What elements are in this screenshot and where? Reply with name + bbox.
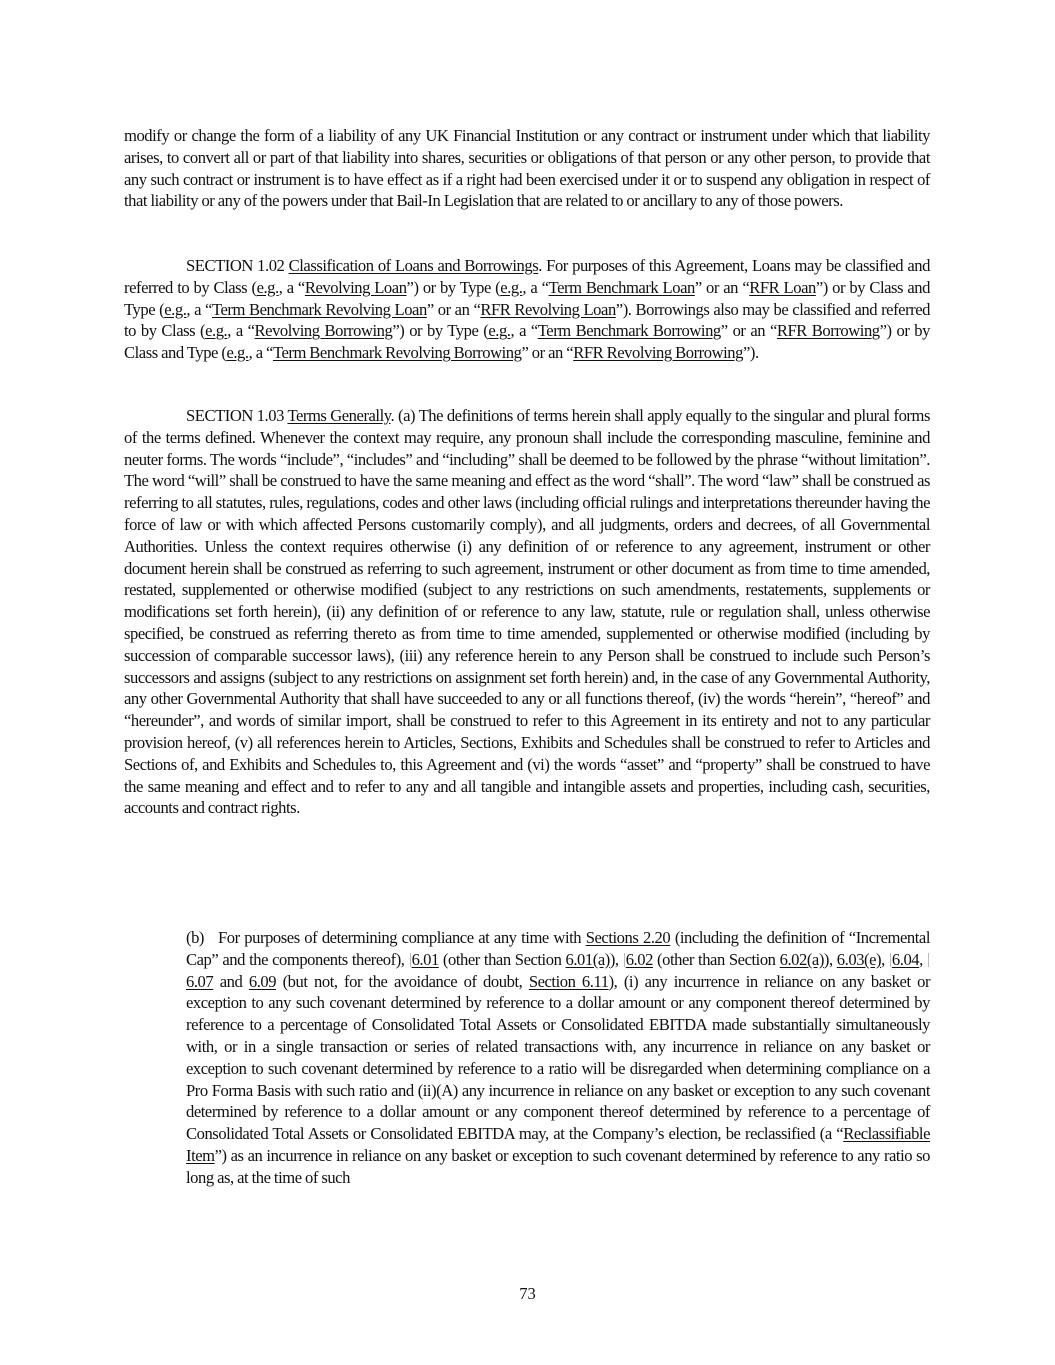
text-run: ”) or by Type ( — [392, 321, 489, 341]
text-run: ”). Borrowings also may be classified and referred to by Class ( — [124, 299, 931, 341]
text-run: , a “ — [186, 299, 212, 319]
section-reference: 6.03(e) — [836, 949, 882, 969]
text-run: , a “ — [248, 343, 273, 363]
text-run: (other than Section — [438, 949, 566, 969]
section-1-02 — [124, 255, 930, 364]
eg-abbrev: e.g. — [488, 321, 511, 341]
revision-mark — [410, 953, 411, 967]
text-run: ”). — [742, 343, 759, 363]
eg-abbrev: e.g. — [164, 299, 187, 319]
text-run: , a “ — [227, 321, 255, 341]
defined-term: Reclassifiable Item — [186, 1124, 930, 1165]
section-reference: 6.09 — [248, 971, 277, 991]
section-reference: 6.02(a) — [779, 949, 824, 969]
section-1-03 — [124, 405, 930, 819]
section-reference: 6.04 — [891, 949, 920, 969]
text-run: ”) or by Class and Type ( — [124, 321, 930, 363]
text-run: , a “ — [510, 321, 538, 341]
text-run: ”) as an incurrence in reliance on any basket or exception to such covenant determined by reference to any ratio so long as, at the time of such — [186, 1145, 930, 1187]
paragraph-bail-in-continuation — [124, 125, 930, 212]
eg-abbrev: e.g. — [226, 343, 249, 363]
section-reference: 6.01 — [411, 949, 439, 969]
text-run: , — [919, 949, 927, 969]
text-run: , a “ — [278, 277, 305, 297]
defined-term: Term Benchmark Revolving Loan — [211, 299, 427, 319]
defined-term: RFR Revolving Loan — [480, 299, 616, 319]
text-run: ”) or by Class and Type ( — [124, 277, 930, 319]
section-reference: 6.07 — [186, 971, 214, 991]
text-run: ” or an “ — [694, 277, 750, 297]
section-title: Classification of Loans and Borrowings — [288, 256, 539, 275]
defined-term: Revolving Loan — [304, 277, 407, 297]
text-run: , — [881, 949, 889, 969]
clause-label: (b) — [186, 928, 204, 947]
text-run: (including the definition of “Incremental Cap” and the components thereof), — [186, 928, 930, 969]
text-run: For purposes of determining compliance at any time with — [218, 928, 586, 947]
eg-abbrev: e.g. — [205, 321, 228, 341]
eg-abbrev: e.g. — [256, 277, 279, 297]
section-heading: SECTION 1.03 — [186, 406, 284, 425]
text-run: ), (i) any incurrence in reliance on any basket or exception to any such covenant determined by reference to a dollar amount or any component thereof determined by reference to a percentage of Consolidated Total Assets or Consolidated EBITDA made substantially simultaneously with, or in a single transaction or series of related transactions with, any incurrence in reliance on any basket or exception to such covenant determined by reference to a ratio will be disregarded when determining compliance on a Pro Forma Basis with such ratio and (ii)(A) any incurrence in reliance on any basket or exception to any such covenant determined by reference to a dollar amount or any component thereof determined by reference to a percentage of Consolidated Total Assets or Consolidated EBITDA may, at the Company’s election, be reclassified (a “ — [186, 971, 931, 1144]
section-reference: 6.01(a) — [565, 949, 610, 969]
text-run: ” or an “ — [521, 343, 574, 363]
page-number: 73 — [519, 1284, 536, 1303]
section-reference: Section 6.11 — [528, 971, 609, 991]
text-run: ), — [823, 949, 837, 969]
revision-mark — [624, 953, 625, 967]
defined-term: Revolving Borrowing — [254, 321, 393, 341]
defined-term: Term Benchmark Borrowing — [537, 321, 721, 341]
text-run: ” or an “ — [720, 321, 777, 341]
defined-term: RFR Loan — [749, 277, 816, 297]
eg-abbrev: e.g. — [500, 277, 523, 297]
section-heading: SECTION 1.02 — [186, 256, 285, 275]
defined-term: Term Benchmark Loan — [548, 277, 695, 297]
text-run: . For purposes of this Agreement, Loans may be classified and referred to by Class ( — [124, 256, 930, 297]
section-body: . (a) The definitions of terms herein shall apply equally to the singular and plural forms of the terms defined. Whenever the context may require, any pronoun shall include the corresponding masculine, feminine and neuter forms. The words “include”, “includes” and “including” shall be deemed to be followed by the phrase “without limitation”. The word “will” shall be construed to have the same meaning and effect as the word “shall”. The word “law” shall be construed as referring to all statutes, rules, regulations, codes and other laws (including official rulings and interpretations thereunder having the force of law or with which affected Persons customarily comply), and all judgments, orders and decrees, of all Governmental Authorities. Unless the context requires otherwise (i) any definition of or reference to any agreement, instrument or other document herein shall be construed as referring to such agreement, instrument or other document as from time to time amended, restated, supplemented or otherwise modified (subject to any restrictions on such amendments, restatements, supplements or modifications set forth herein), (ii) any definition of or reference to any law, statute, rule or regulation shall, unless otherwise specified, be construed as referring thereto as from time to time amended, supplemented or otherwise modified (including by succession of comparable successor laws), (iii) any reference herein to any Person shall be construed to include such Person’s successors and assigns (subject to any restrictions on assignment set forth herein) and, in the case of any Governmental Authority, any other Governmental Authority that shall have succeeded to any or all functions thereof, (iv) the words “herein”, “hereof” and “hereunder”, and words of similar import, shall be construed to refer to this Agreement in its entirety and not to any particular provision hereof, (v) all references herein to Articles, Sections, Exhibits and Schedules shall be construed to refer to Articles and Sections of, and Exhibits and Schedules to, this Agreement and (vi) the words “asset” and “property” shall be construed to have the same meaning and effect and to refer to any and all tangible and intangible assets and properties, including cash, securities, accounts and contract rights. — [124, 406, 930, 818]
text-run: ”) or by Type ( — [406, 277, 501, 297]
text-run: , a “ — [522, 277, 549, 297]
defined-term: RFR Borrowing — [776, 321, 880, 341]
revision-mark — [928, 953, 929, 967]
section-title: Terms Generally — [287, 406, 391, 425]
section-reference: Sections 2.20 — [585, 928, 671, 947]
defined-term: Term Benchmark Revolving Borrowing — [272, 343, 522, 363]
paragraph-text: modify or change the form of a liability of any UK Financial Institution or any contract or instrument under which that liability arises, to convert all or part of that liability into shares, securities or obligations of that person or any other person, to provide that any such contract or instrument is to have effect as if a right had been exercised under it or to suspend any obligation in respect of that liability or any of the powers under that Bail-In Legislation that are related to or ancillary to any of those powers. — [124, 126, 930, 211]
text-run: (but not, for the avoidance of doubt, — [276, 971, 529, 991]
text-run: (other than Section — [652, 949, 780, 969]
text-run: and — [213, 971, 249, 991]
text-run: ), — [609, 949, 623, 969]
defined-term: RFR Revolving Borrowing — [573, 343, 743, 363]
revision-mark — [890, 953, 891, 967]
section-reference: 6.02 — [625, 949, 653, 969]
section-1-03-clause-b — [186, 927, 930, 1189]
text-run: ” or an “ — [426, 299, 481, 319]
